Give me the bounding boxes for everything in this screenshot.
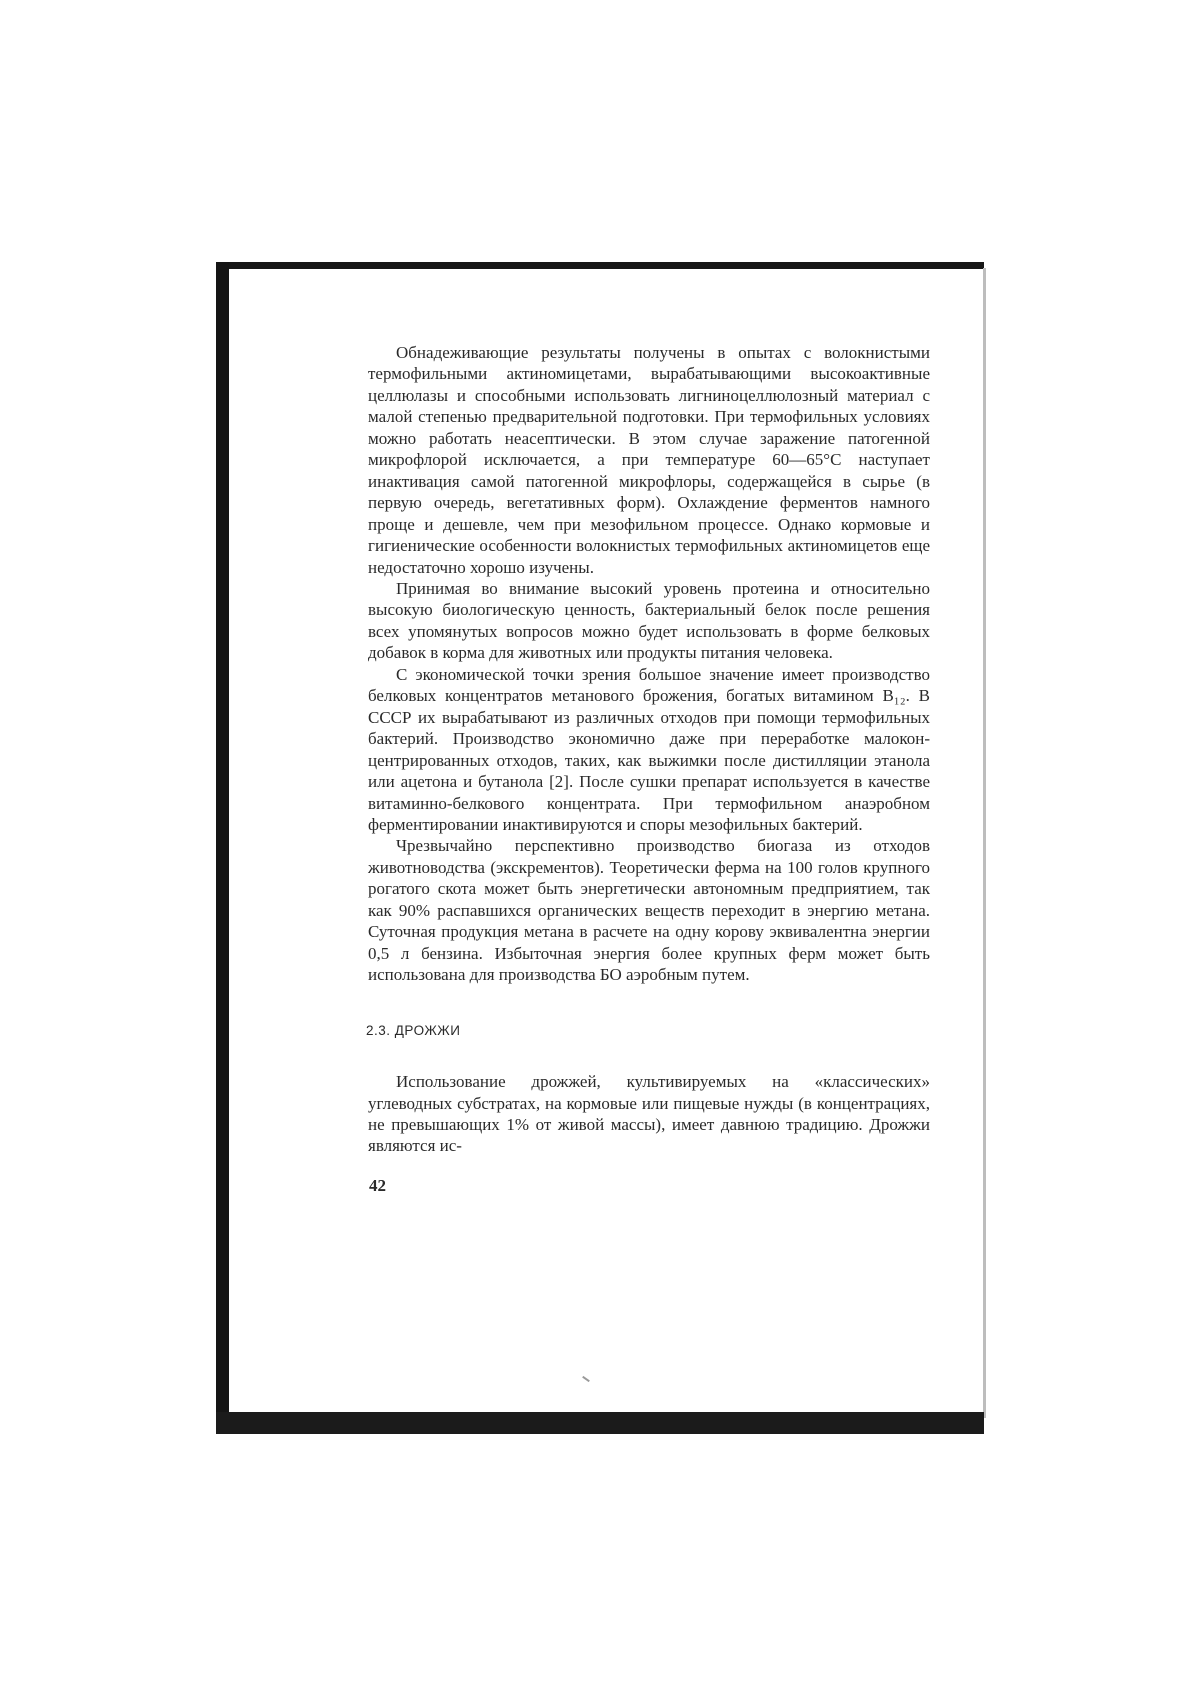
paragraph: Принимая во внимание высокий уровень протеина и относительно высокую биологическую ценность, бактериальный белок после решения всех упомянутых вопросов можно будет использовать в форме белковых добавок в корма для животных или продукты питания человека. xyxy=(368,578,930,663)
paragraph: С экономической точки зрения большое значение имеет производство белковых концентратов метанового брожения, богатых витамином B₁₂. В СССР их вырабатывают из различных отходов при помощи термофильных бактерий. Производство экономично даже при переработке малоконцентрированных отходов, таких, как выжимки после дистилляции этанола или ацетона и бутанола [2]. После сушки препарат используется в качестве витаминно-белкового концентрата. При термофильном анаэробном ферментировании инактивируются и споры мезофильных бактерий. xyxy=(368,664,930,834)
paragraph: Использование дрожжей, культивируемых на «классических» углеводных субстратах, на кормовые или пищевые нужды (в концентрациях, не превышающих 1% от живой массы), имеет давнюю традицию. Дрожжи являются ис- xyxy=(368,1072,930,1156)
section-heading: 2.3. ДРОЖЖИ xyxy=(366,1022,461,1038)
page-body xyxy=(368,342,930,1196)
scan-edge-right xyxy=(983,268,986,1418)
scan-edge-left xyxy=(216,262,229,1434)
scan-edge-bottom xyxy=(216,1412,984,1434)
paragraph: Чрезвычайно перспективно производство биогаза из отходов животноводства (экскрементов). Теоретически ферма на 100 голов крупного рогатого скота может быть энергетически автономным предприятием, так как 90% распавшихся органических веществ переходит в энергию метана. Суточная продукция метана в расчете на одну корову эквивалентна энергии 0,5 л бензина. Избыточная энергия более крупных ферм может быть использована для производства БО аэробным путем. xyxy=(368,836,930,985)
paragraph: Обнадеживающие результаты получены в опытах с волокнистыми термофильными актиномицетами, вырабатывающими высокоактивные целлюлазы и способными использовать лигниноцеллюлозный материал с малой степенью предварительной подготовки. При термофильных условиях можно работать неасептически. В этом случае заражение патогенной микрофлорой исключается, а при температуре 60—65°С наступает инактивация самой патогенной микрофлоры, содержащейся в сырье (в первую очередь, вегетативных форм). Охлаждение ферментов намного проще и дешевле, чем при мезофильном процессе. Однако кормовые и гигиенические особенности волокнистых термофильных актиномицетов еще недостаточно хорошо изучены. xyxy=(368,343,930,577)
page-number: 42 xyxy=(369,1175,386,1195)
scan-edge-top xyxy=(216,262,984,269)
